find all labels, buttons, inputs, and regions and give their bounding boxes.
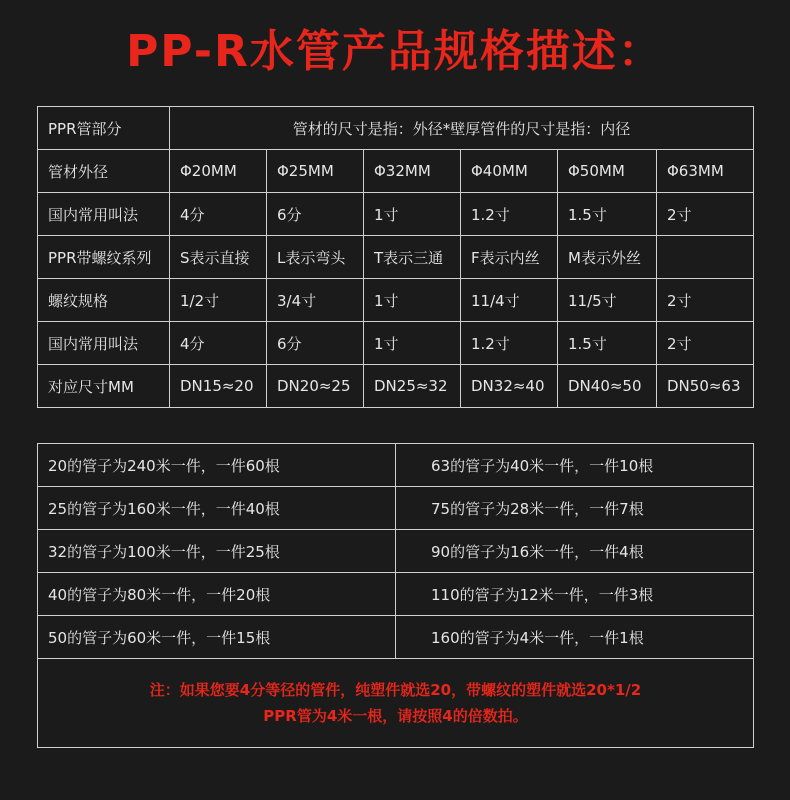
- spec-cell: Φ50MM: [558, 150, 657, 193]
- packaging-row: [38, 444, 754, 487]
- spec-row: [38, 150, 754, 193]
- packaging-left: 40的管子为80米一件，一件20根: [38, 573, 396, 616]
- spec-cell: 11/4寸: [461, 279, 558, 322]
- packaging-right: 75的管子为28米一件，一件7根: [396, 487, 754, 530]
- spec-cell: DN40≈50: [558, 365, 657, 408]
- packaging-right: 63的管子为40米一件，一件10根: [396, 444, 754, 487]
- spec-cell: [657, 236, 754, 279]
- note-line-2: PPR管为4米一根，请按照4的倍数拍。: [263, 707, 528, 725]
- packaging-left: 32的管子为100米一件，一件25根: [38, 530, 396, 573]
- note-line-1: 注：如果您要4分等径的管件，纯塑件就选20，带螺纹的塑件就选20*1/2: [149, 681, 642, 699]
- spec-cell: 3/4寸: [267, 279, 364, 322]
- spec-header-label: PPR管部分: [38, 107, 170, 150]
- spec-cell: L表示弯头: [267, 236, 364, 279]
- note-cell: [38, 659, 754, 748]
- spec-cell: 2寸: [657, 193, 754, 236]
- spec-cell: 4分: [170, 193, 267, 236]
- packaging-row: [38, 573, 754, 616]
- packaging-row: [38, 616, 754, 659]
- spec-cell: 6分: [267, 322, 364, 365]
- spec-row-label: 国内常用叫法: [38, 322, 170, 365]
- spec-cell: 1.5寸: [558, 193, 657, 236]
- spec-cell: 2寸: [657, 279, 754, 322]
- spec-cell: M表示外丝: [558, 236, 657, 279]
- spec-cell: DN32≈40: [461, 365, 558, 408]
- packaging-table: [37, 443, 754, 748]
- spec-cell: 1寸: [364, 322, 461, 365]
- spec-cell: 1.2寸: [461, 193, 558, 236]
- packaging-row: [38, 487, 754, 530]
- packaging-left: 50的管子为60米一件，一件15根: [38, 616, 396, 659]
- spec-row: [38, 279, 754, 322]
- spec-row: [38, 365, 754, 408]
- spec-row-label: 对应尺寸MM: [38, 365, 170, 408]
- spec-row: [38, 193, 754, 236]
- spec-cell: Φ25MM: [267, 150, 364, 193]
- spec-cell: 1寸: [364, 279, 461, 322]
- spec-cell: Φ32MM: [364, 150, 461, 193]
- spec-cell: 4分: [170, 322, 267, 365]
- spec-header-value: 管材的尺寸是指：外径*壁厚管件的尺寸是指：内径: [170, 107, 754, 150]
- spec-cell: DN15≈20: [170, 365, 267, 408]
- spec-cell: Φ40MM: [461, 150, 558, 193]
- spec-cell: 1寸: [364, 193, 461, 236]
- spec-cell: T表示三通: [364, 236, 461, 279]
- spec-cell: Φ20MM: [170, 150, 267, 193]
- spec-row-label: 螺纹规格: [38, 279, 170, 322]
- spec-header-row: [38, 107, 754, 150]
- spec-cell: DN20≈25: [267, 365, 364, 408]
- spec-row-label: PPR带螺纹系列: [38, 236, 170, 279]
- spec-cell: 1.5寸: [558, 322, 657, 365]
- spec-cell: S表示直接: [170, 236, 267, 279]
- spec-cell: 6分: [267, 193, 364, 236]
- packaging-left: 20的管子为240米一件，一件60根: [38, 444, 396, 487]
- packaging-row: [38, 530, 754, 573]
- spec-cell: 11/5寸: [558, 279, 657, 322]
- spec-row: [38, 322, 754, 365]
- packaging-right: 110的管子为12米一件，一件3根: [396, 573, 754, 616]
- packaging-left: 25的管子为160米一件，一件40根: [38, 487, 396, 530]
- spec-row: [38, 236, 754, 279]
- spec-row-label: 国内常用叫法: [38, 193, 170, 236]
- spec-cell: DN25≈32: [364, 365, 461, 408]
- spec-cell: DN50≈63: [657, 365, 754, 408]
- spec-table: [37, 106, 754, 408]
- note-row: [38, 659, 754, 748]
- packaging-right: 90的管子为16米一件，一件4根: [396, 530, 754, 573]
- spec-cell: 1/2寸: [170, 279, 267, 322]
- spec-cell: Φ63MM: [657, 150, 754, 193]
- packaging-right: 160的管子为4米一件，一件1根: [396, 616, 754, 659]
- spec-cell: 2寸: [657, 322, 754, 365]
- spec-cell: F表示内丝: [461, 236, 558, 279]
- spec-row-label: 管材外径: [38, 150, 170, 193]
- spec-cell: 1.2寸: [461, 322, 558, 365]
- page-title: PP-R水管产品规格描述：: [126, 26, 664, 77]
